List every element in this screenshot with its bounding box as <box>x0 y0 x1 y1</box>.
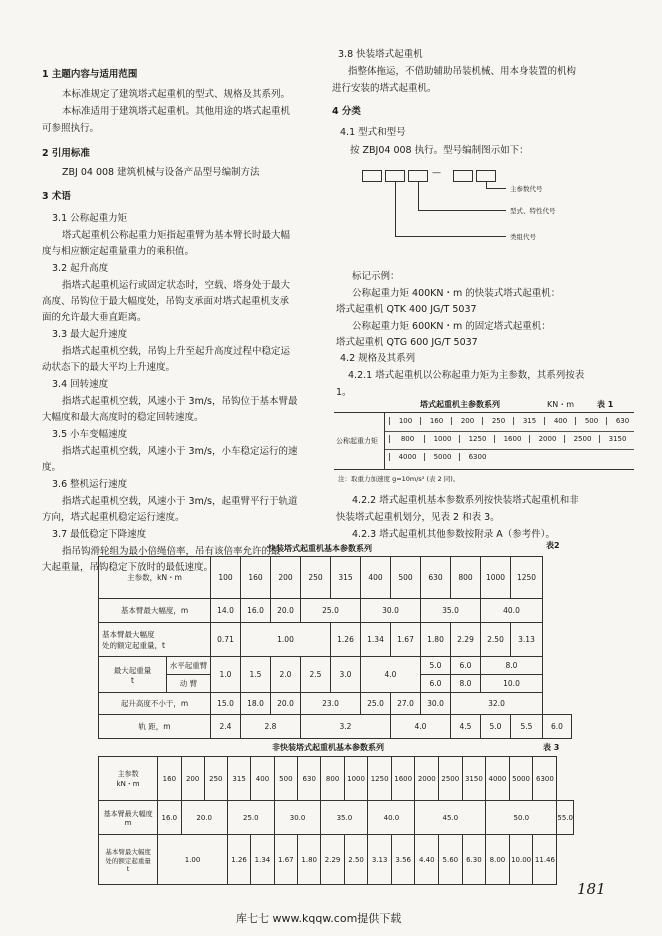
paragraph: 本标准规定了建筑塔式起重机的型式、规格及其系列。 <box>62 89 291 100</box>
cell: 250 <box>301 557 331 599</box>
table-1-cell: 1250 <box>459 435 495 443</box>
cell: 3.13 <box>368 835 392 885</box>
cell: 2.0 <box>271 657 301 693</box>
table-1-cell: 2000 <box>529 435 565 443</box>
cell: 8.0 <box>481 657 543 675</box>
cell: 27.0 <box>391 693 421 715</box>
cell: 3150 <box>462 757 486 801</box>
cell: 200 <box>181 757 204 801</box>
cell: 250 <box>204 757 227 801</box>
cell: 14.0 <box>211 599 241 623</box>
cell: 8.00 <box>486 835 510 885</box>
table-row <box>99 599 572 623</box>
table-2-title: 快装塔式起重机基本参数系列 <box>268 544 372 553</box>
diagram-label: 型式、特性代号 <box>510 207 556 215</box>
cell: 30.0 <box>421 693 451 715</box>
cell: 6.0 <box>451 657 481 675</box>
cell: 3.2 <box>301 715 391 739</box>
cell: 1.00 <box>241 623 331 657</box>
term-heading: 4.2 规格及其系列 <box>340 353 416 364</box>
paragraph: 按 ZBJ04 008 执行。型号编制图示如下： <box>350 145 529 156</box>
cell: 0.71 <box>211 623 241 657</box>
cell: 400 <box>251 757 274 801</box>
cell: 4.5 <box>451 715 481 739</box>
cell: 2.5 <box>301 657 331 693</box>
cell: 20.0 <box>271 693 301 715</box>
row-header: 基本臂最大幅度 m <box>99 801 158 835</box>
cell: 10.00 <box>509 835 533 885</box>
cell: 800 <box>451 557 481 599</box>
paragraph: 公称起重力矩 600KN・m 的固定塔式起重机： <box>352 321 551 332</box>
paragraph: 指塔式起重机空载，风速小于 3m/s，吊钩位于基本臂最 <box>62 396 298 407</box>
cell: 20.0 <box>181 801 227 835</box>
paragraph: 大起重量，吊钩稳定下放时的最低速度。 <box>42 562 214 573</box>
cell: 6300 <box>533 757 557 801</box>
table-row <box>99 693 572 715</box>
term-heading: 4.1 型式和型号 <box>340 127 406 138</box>
cell: 1000 <box>344 757 368 801</box>
cell: 160 <box>241 557 271 599</box>
table-1-cell: 1000 <box>424 435 460 443</box>
cell: 1.00 <box>158 835 228 885</box>
cell: 200 <box>271 557 301 599</box>
section-3-title: 3 术语 <box>42 191 71 202</box>
paragraph: 方向，塔式起重机稳定运行速度。 <box>42 512 185 523</box>
cell: 16.0 <box>158 801 181 835</box>
table-3-number: 表 3 <box>543 743 560 752</box>
row-subheader: 水平起重臂 <box>167 657 211 675</box>
row-header: 主参数，kN・m <box>99 557 211 599</box>
cell: 400 <box>361 557 391 599</box>
table-3-title: 非快装塔式起重机基本参数系列 <box>272 743 384 752</box>
cell: 4.40 <box>415 835 439 885</box>
table-1-cell: 500 <box>575 417 607 425</box>
cell: 1.67 <box>274 835 297 885</box>
cell: 800 <box>321 757 344 801</box>
term-heading: 3.8 快装塔式起重机 <box>338 49 423 60</box>
footer-watermark: 库七七 www.kqqw.com提供下载 <box>236 912 402 925</box>
table-1-number: 表 1 <box>597 400 614 409</box>
paragraph: 面的允许最大垂直距离。 <box>42 312 147 323</box>
paragraph: 指塔式起重机运行或固定状态时，空载、塔身处于最大 <box>62 280 291 291</box>
cell: 5.60 <box>439 835 463 885</box>
table-1-note: 注：取重力加速度 g=10m/s² (表 2 同)。 <box>338 475 460 483</box>
table-1-cell: 200 <box>451 417 483 425</box>
cell: 50.0 <box>486 801 557 835</box>
cell: 1.5 <box>241 657 271 693</box>
cell: 30.0 <box>274 801 321 835</box>
paragraph: 高度、吊钩位于最大幅度处，吊钩支承面对塔式起重机支承 <box>42 296 290 307</box>
table-1-cell: 100 <box>389 417 421 425</box>
paragraph: 塔式起重机公称起重力矩指起重臂为基本臂长时最大幅 <box>62 230 291 241</box>
cell: 5.0 <box>481 715 511 739</box>
cell: 5000 <box>509 757 533 801</box>
paragraph: 进行安装的塔式起重机。 <box>332 83 437 94</box>
table-3 <box>98 756 574 885</box>
cell: 2.29 <box>321 835 344 885</box>
cell: 6.30 <box>462 835 486 885</box>
cell: 20.0 <box>271 599 301 623</box>
term-heading: 3.2 起升高度 <box>52 263 109 274</box>
term-heading: 3.7 最低稳定下降速度 <box>52 529 147 540</box>
table-1 <box>334 412 634 470</box>
cell: 4.0 <box>361 657 421 693</box>
table-1-cell: 2500 <box>564 435 600 443</box>
paragraph: 指塔式起重机空载，风速小于 3m/s，小车稳定运行的速 <box>62 446 298 457</box>
cell: 30.0 <box>361 599 421 623</box>
cell: 3.0 <box>331 657 361 693</box>
table-1-cell: 630 <box>606 417 638 425</box>
cell: 15.0 <box>211 693 241 715</box>
paragraph: 指塔式起重机空载，吊钩上升至起升高度过程中稳定运 <box>62 346 291 357</box>
cell: 25.0 <box>301 599 361 623</box>
paragraph: 4.2.3 塔式起重机其他参数按附录 A（参考件）。 <box>352 529 555 540</box>
diagram-label: 类组代号 <box>510 233 536 241</box>
cell: 500 <box>391 557 421 599</box>
row-header: 主参数 kN・m <box>99 757 158 801</box>
paragraph: 公称起重力矩 400KN・m 的快装式塔式起重机： <box>352 288 561 299</box>
term-heading: 3.4 回转速度 <box>52 379 109 390</box>
paragraph: 4.2.1 塔式起重机以公称起重力矩为主参数，其系列按表 <box>348 370 585 381</box>
cell: 1.26 <box>331 623 361 657</box>
cell: 1600 <box>391 757 415 801</box>
cell: 630 <box>421 557 451 599</box>
cell: 1.34 <box>251 835 274 885</box>
paragraph: 大幅度和最大高度时的稳定回转速度。 <box>42 412 204 423</box>
table-row <box>99 657 572 675</box>
row-header: 轨 距，m <box>99 715 211 739</box>
cell: 2.8 <box>241 715 301 739</box>
table-2-number: 表2 <box>546 541 560 550</box>
cell: 6.0 <box>421 675 451 693</box>
cell: 45.0 <box>415 801 486 835</box>
paragraph: 1。 <box>336 387 352 398</box>
row-header: 最大起重量 t <box>99 657 167 693</box>
cell: 18.0 <box>241 693 271 715</box>
paragraph: 可参照执行。 <box>42 123 100 134</box>
cell: 32.0 <box>451 693 543 715</box>
section-1-title: 1 主题内容与适用范围 <box>42 69 138 80</box>
table-1-cell: 800 <box>389 435 425 443</box>
cell: 8.0 <box>451 675 481 693</box>
row-subheader: 动 臂 <box>167 675 211 693</box>
cell: 35.0 <box>321 801 368 835</box>
cell: 1.34 <box>361 623 391 657</box>
cell: 2.4 <box>211 715 241 739</box>
table-2 <box>98 556 572 739</box>
term-heading: 3.5 小车变幅速度 <box>52 429 128 440</box>
cell: 1.80 <box>421 623 451 657</box>
cell: 160 <box>158 757 181 801</box>
paragraph: 塔式起重机 QTG 600 JG/T 5037 <box>336 337 478 348</box>
cell: 23.0 <box>301 693 361 715</box>
row-header: 基本臂最大幅度，m <box>99 599 211 623</box>
table-1-cell: 250 <box>482 417 514 425</box>
paragraph: 快装塔式起重机划分，见表 2 和表 3。 <box>336 512 500 523</box>
table-row <box>99 801 574 835</box>
cell: 35.0 <box>421 599 481 623</box>
cell: 40.0 <box>368 801 415 835</box>
cell: 55.0 <box>557 801 574 835</box>
table-1-unit: KN・m <box>547 400 575 409</box>
table-1-title: 塔式起重机主参数系列 <box>420 400 500 409</box>
cell: 315 <box>331 557 361 599</box>
paragraph: 动状态下的最大平均上升速度。 <box>42 362 176 373</box>
cell: 500 <box>274 757 297 801</box>
cell: 6.0 <box>543 715 572 739</box>
cell: 4.0 <box>391 715 451 739</box>
paragraph: 本标准适用于建筑塔式起重机。其他用途的塔式起重机 <box>62 106 291 117</box>
cell: 2.50 <box>344 835 368 885</box>
cell: 5.0 <box>421 657 451 675</box>
section-2-title: 2 引用标准 <box>42 148 90 159</box>
paragraph: 指塔式起重机空载，风速小于 3m/s，起重臂平行于轨道 <box>62 496 298 507</box>
table-row <box>99 715 572 739</box>
term-heading: 3.1 公称起重力矩 <box>52 213 128 224</box>
cell: 2.50 <box>481 623 511 657</box>
page-number: 181 <box>577 880 606 898</box>
cell: 100 <box>211 557 241 599</box>
table-row <box>99 835 574 885</box>
cell: 3.13 <box>511 623 543 657</box>
cell: 40.0 <box>481 599 543 623</box>
cell: 25.0 <box>227 801 274 835</box>
cell: 1.67 <box>391 623 421 657</box>
table-row <box>99 757 574 801</box>
term-heading: 3.3 最大起升速度 <box>52 329 128 340</box>
paragraph: 4.2.2 塔式起重机基本参数系列按快装塔式起重机和非 <box>352 495 579 506</box>
cell: 1.80 <box>298 835 321 885</box>
cell: 1250 <box>511 557 543 599</box>
cell: 630 <box>298 757 321 801</box>
table-1-cell: 315 <box>513 417 545 425</box>
cell: 11.46 <box>533 835 557 885</box>
cell: 2.29 <box>451 623 481 657</box>
cell: 5.5 <box>511 715 543 739</box>
table-1-cell: 6300 <box>459 453 495 461</box>
paragraph: 标记示例： <box>352 271 400 282</box>
paragraph: 度。 <box>42 462 62 473</box>
table-row <box>99 623 572 657</box>
row-header: 起升高度不小于，m <box>99 693 211 715</box>
paragraph: ZBJ 04 008 建筑机械与设备产品型号编制方法 <box>62 167 260 178</box>
row-header: 基本臂最大幅度 处的额定起重量，t <box>99 623 211 657</box>
table-1-cell: 160 <box>420 417 452 425</box>
table-1-cell: 3150 <box>599 435 635 443</box>
table-1-row-label: 公称起重力矩 <box>336 437 378 445</box>
cell: 1000 <box>481 557 511 599</box>
cell: 10.0 <box>481 675 543 693</box>
cell: 2500 <box>439 757 463 801</box>
table-1-cell: 1600 <box>494 435 530 443</box>
table-1-cell: 400 <box>544 417 576 425</box>
section-4-title: 4 分类 <box>332 106 361 117</box>
table-1-cell: 4000 <box>389 453 425 461</box>
row-header: 基本臂最大幅度 处的额定起重量 t <box>99 835 158 885</box>
cell: 3.56 <box>391 835 415 885</box>
table-row <box>99 557 572 599</box>
cell: 16.0 <box>241 599 271 623</box>
cell: 1.26 <box>227 835 250 885</box>
paragraph: 指整体拖运，不借助辅助吊装机械、用本身装置的机构 <box>348 66 577 77</box>
cell: 2000 <box>415 757 439 801</box>
paragraph: 度与相应额定起重量重力的乘积值。 <box>42 246 195 257</box>
paragraph: 指吊钩滑轮组为最小倍绳倍率，吊有该倍率允许的最 <box>62 546 281 557</box>
cell: 1250 <box>368 757 392 801</box>
cell: 315 <box>227 757 250 801</box>
table-1-cell: 5000 <box>424 453 460 461</box>
cell: 25.0 <box>361 693 391 715</box>
diagram-label: 主参数代号 <box>510 185 543 193</box>
paragraph: 塔式起重机 QTK 400 JG/T 5037 <box>336 304 477 315</box>
term-heading: 3.6 整机运行速度 <box>52 479 128 490</box>
cell: 1.0 <box>211 657 241 693</box>
cell: 4000 <box>486 757 510 801</box>
